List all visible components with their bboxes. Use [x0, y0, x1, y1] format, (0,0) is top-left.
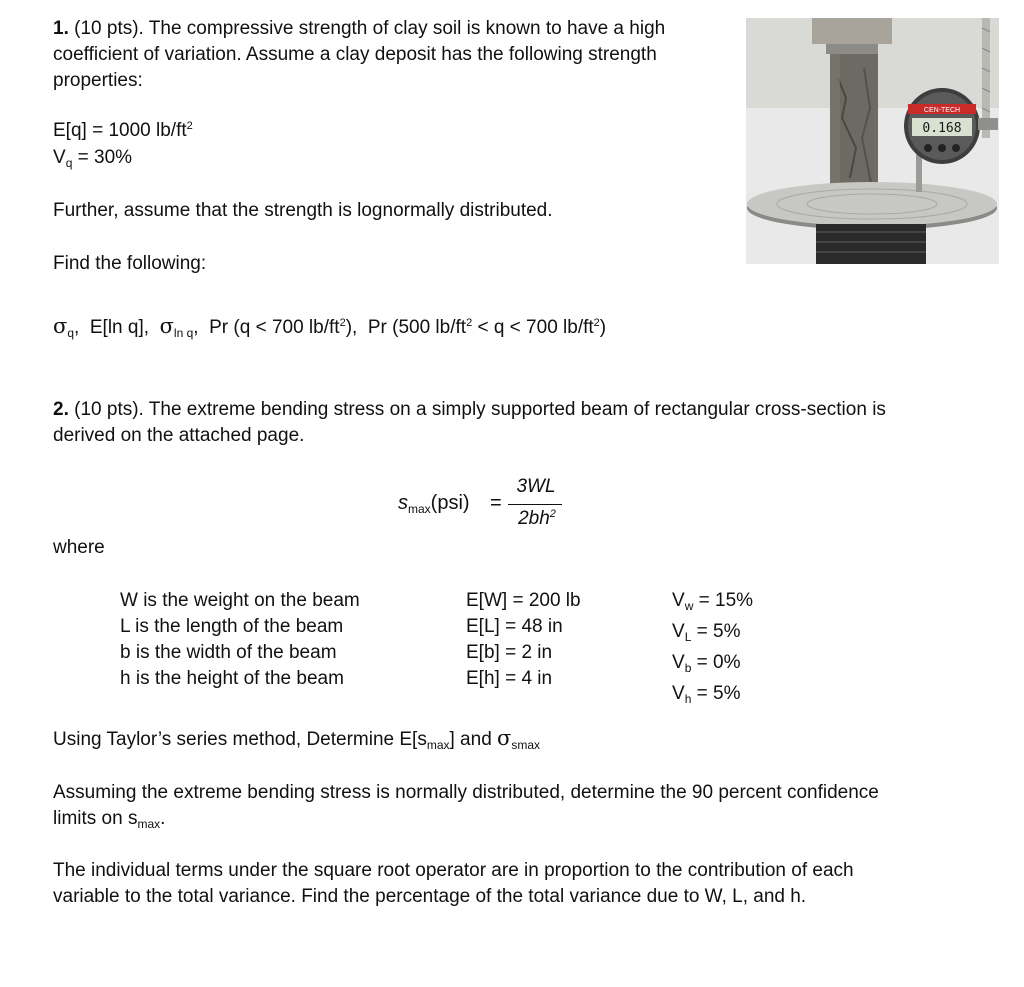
sigma-q-symbol: σ: [53, 314, 68, 338]
cov-l-label: V: [672, 621, 685, 642]
formula-s-sub: max: [408, 502, 431, 516]
pr2-exp-a: 2: [466, 317, 473, 329]
confidence-end: .: [160, 808, 166, 829]
taylor-sigma-sub: smax: [511, 738, 541, 752]
pr1-exp: 2: [339, 317, 346, 329]
fraction-bar: [508, 504, 562, 505]
cov-w-label: V: [672, 590, 685, 611]
problem-2-intro: [53, 397, 893, 449]
variable-descriptions: [120, 588, 360, 692]
cov-h-sub: h: [684, 692, 692, 706]
lognormal-text: Further, assume that the strength is lognormally distributed.: [53, 200, 553, 221]
pr2-mid: < q < 700 lb/ft: [472, 317, 594, 338]
mean-strength-line: [53, 120, 193, 142]
confidence-sub: max: [137, 817, 161, 831]
find-text: Find the following:: [53, 253, 207, 274]
formula-s: s: [398, 492, 408, 514]
var-desc-h: h is the height of the beam: [120, 668, 344, 689]
sigma-q-sub: q: [67, 326, 75, 340]
taylor-mid: ] and: [449, 729, 498, 750]
cov-w-value: = 15%: [693, 590, 754, 611]
pr2-exp-b: 2: [593, 317, 600, 329]
cov-sub: q: [65, 156, 73, 170]
formula-equals: =: [490, 492, 502, 514]
formula-denominator: [508, 508, 566, 530]
cov-b-label: V: [672, 652, 685, 673]
targets-sep: , E[ln q],: [74, 317, 160, 338]
problem-2-points: (10 pts).: [74, 399, 144, 420]
cov-h-label: V: [672, 683, 685, 704]
var-mean-w: E[W] = 200 lb: [466, 590, 581, 611]
formula-lhs: [398, 492, 470, 516]
confidence-text: Assuming the extreme bending stress is normally distributed, determine the 90 percent confidence limits on s: [53, 782, 879, 829]
problem-1-points: (10 pts).: [74, 18, 144, 39]
pr1-suffix: ), Pr (500 lb/ft: [345, 317, 467, 338]
problem-2-text: The extreme bending stress on a simply supported beam of rectangular cross-section is derived on the attached page.: [53, 399, 886, 446]
var-cov-w: [672, 588, 753, 619]
var-mean-h: E[h] = 4 in: [466, 668, 553, 689]
variance-paragraph: The individual terms under the square root operator are in proportion to the contribution of each variable to the total variance. Find the percentage of the total variance due to W, L, and h.: [53, 860, 854, 907]
formula-den-base: 2bh: [518, 508, 550, 529]
cov-w-sub: w: [684, 599, 694, 613]
var-mean-b: E[b] = 2 in: [466, 642, 553, 663]
pr1-prefix: , Pr (q < 700 lb/ft: [193, 317, 340, 338]
mean-strength-exponent: 2: [186, 120, 193, 132]
targets-line: [53, 314, 606, 340]
cov-b-sub: b: [684, 661, 692, 675]
sigma-lnq-symbol: σ: [159, 314, 174, 338]
pr2-end: ): [599, 317, 607, 338]
confidence-paragraph: [53, 780, 893, 837]
cov-b-value: = 0%: [691, 652, 741, 673]
mean-strength: E[q] = 1000 lb/ft: [53, 120, 187, 141]
problem-1-text: The compressive strength of clay soil is known to have a high coefficient of variation. Assume a clay deposit has the following strength properties:: [53, 18, 666, 91]
var-cov-h: [672, 681, 753, 712]
formula-den-sup: 2: [549, 508, 556, 520]
where-label: where: [53, 537, 105, 558]
problem-1-number: 1.: [53, 18, 69, 39]
variable-covs: [672, 588, 753, 712]
taylor-sigma: σ: [497, 726, 512, 750]
cov-h-value: = 5%: [691, 683, 741, 704]
taylor-line: [53, 726, 540, 752]
var-desc-b: b is the width of the beam: [120, 642, 337, 663]
formula-numerator: 3WL: [516, 476, 556, 497]
var-desc-l: L is the length of the beam: [120, 616, 344, 637]
cov-value: = 30%: [72, 147, 133, 168]
problem-2-number: 2.: [53, 399, 69, 420]
var-mean-l: E[L] = 48 in: [466, 616, 563, 637]
bending-stress-formula: [398, 478, 578, 538]
var-cov-l: [672, 619, 753, 650]
variable-means: [466, 588, 581, 692]
var-cov-b: [672, 650, 753, 681]
load-block: [812, 18, 892, 44]
formula-unit: (psi): [430, 492, 470, 514]
problem-1-intro: [53, 16, 713, 94]
cov-l-sub: L: [684, 630, 692, 644]
cov-l-value: = 5%: [691, 621, 741, 642]
soil-test-photo: [746, 18, 999, 264]
gauge-brand: CEN-TECH: [923, 107, 961, 114]
taylor-prefix: Using Taylor’s series method, Determine E[s: [53, 729, 427, 750]
sigma-lnq-sub: ln q: [173, 326, 194, 340]
cov-line: [53, 147, 132, 170]
var-desc-w: W is the weight on the beam: [120, 590, 360, 611]
cov-label: V: [53, 147, 66, 168]
taylor-sub: max: [426, 738, 450, 752]
gauge-reading: 0.168: [922, 121, 962, 136]
